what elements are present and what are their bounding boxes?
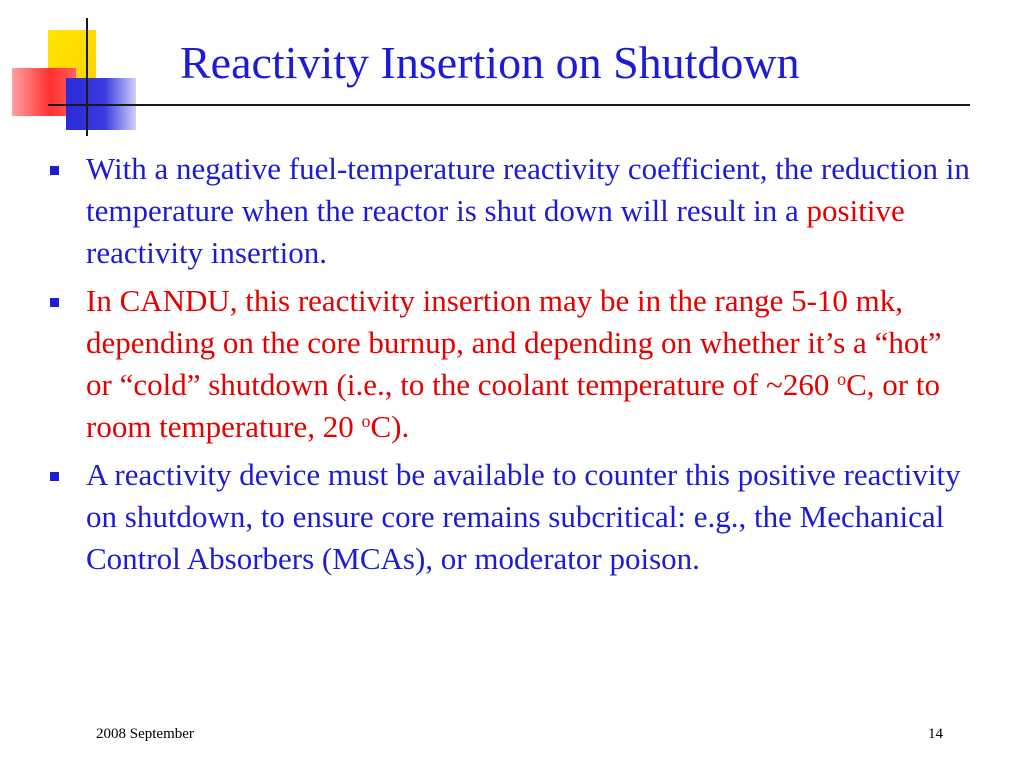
slide-logo-decoration	[0, 0, 160, 140]
bullet-2-text-end: C).	[370, 409, 410, 444]
bullet-3-text: A reactivity device must be available to counter this positive reactivity on shutdown, to ensure core remains subcritical: e.g., the Mechanical Control Absorbers (MCAs), or moderator poison.	[86, 457, 961, 576]
bullet-square-icon	[50, 472, 59, 481]
bullet-item-2	[44, 280, 974, 448]
bullet-2-text: In CANDU, this reactivity insertion may be in the range 5-10 mk, depending on the core burnup, and depending on whether it’s a “hot” or “cold” shutdown (i.e., to the coolant temperature of ~260	[86, 283, 942, 402]
bullet-square-icon	[50, 298, 59, 307]
title-underline-rule	[48, 104, 970, 106]
bullet-list	[44, 148, 974, 586]
vertical-rule	[86, 18, 88, 136]
degree-superscript: o	[361, 411, 371, 431]
bullet-2-text-mid: C, or to room temperature, 20	[86, 367, 940, 444]
bullet-square-icon	[50, 166, 59, 175]
degree-superscript: o	[837, 369, 847, 389]
bullet-1-text-end: reactivity insertion.	[86, 235, 328, 270]
bullet-item-1	[44, 148, 974, 274]
footer-page-number: 14	[928, 726, 943, 742]
slide-title: Reactivity Insertion on Shutdown	[180, 37, 800, 88]
bullet-1-emphasis: positive	[806, 193, 905, 228]
bullet-1-text: With a negative fuel-temperature reactivity coefficient, the reduction in temperature when the reactor is shut down will result in a	[86, 151, 970, 228]
footer-date: 2008 September	[96, 726, 194, 742]
bullet-item-3	[44, 454, 974, 580]
